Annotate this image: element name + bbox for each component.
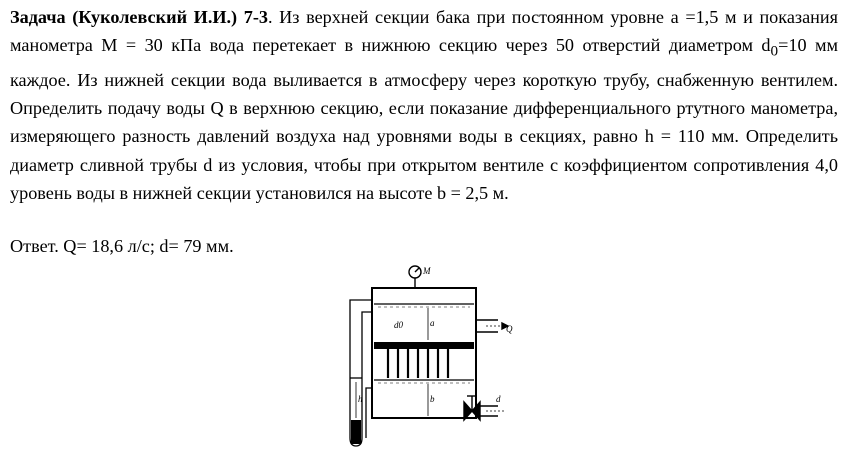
problem-title: Задача (Куколевский И.И.): [10, 7, 238, 27]
problem-text-line8: секции установился на высоте b = 2,5 м.: [196, 182, 509, 203]
label-d: d: [496, 394, 501, 404]
problem-text-line4: трубу, снабженную вентилем. Определить подачу воды Q в верхнюю секцию, если показание: [10, 70, 839, 119]
inflow-pipe: [476, 320, 508, 332]
mercury-column: [351, 420, 361, 444]
label-h: h: [358, 394, 363, 404]
problem-text-line5: дифференциального ртутного манометра, измеряющего разность давлений воздуха над: [10, 98, 839, 147]
problem-text-line7: чтобы при открытом вентиле с коэффициентом сопротивления 4,0 уровень воды в нижней: [10, 154, 839, 203]
label-a: a: [430, 318, 435, 328]
problem-text-line3-pre: диаметром d: [668, 35, 771, 56]
tank-diagram: [336, 260, 516, 454]
problem-text-line3-post: =10 мм каждое. Из нижней секции вода выливается в атмосферу через короткую: [10, 35, 838, 91]
subscript-zero: 0: [770, 42, 779, 60]
label-d0: d0: [394, 320, 403, 330]
problem-text-line1: . Из верхней секции бака при постоянном уровне a =1,5 м и: [268, 7, 753, 27]
problem-text-line2: показания манометра M = 30 кПа вода перетекает в нижнюю секцию через 50 отверстий: [10, 7, 838, 56]
orifice-partition: [374, 342, 474, 378]
upper-water-level: [374, 304, 474, 307]
tank-diagram-svg: [336, 260, 516, 454]
label-b: b: [430, 394, 435, 404]
problem-number: 7-3: [243, 7, 268, 27]
problem-statement: [10, 3, 838, 207]
label-q: Q: [506, 324, 513, 334]
label-manometer: M: [423, 266, 431, 276]
answer-line: Ответ. Q= 18,6 л/с; d= 79 мм.: [10, 236, 234, 256]
problem-text-line6: уровнями воды в секциях, равно h = 110 мм. Определить диаметр сливной трубы d из условия,: [10, 126, 838, 175]
lower-water-level: [374, 380, 474, 383]
